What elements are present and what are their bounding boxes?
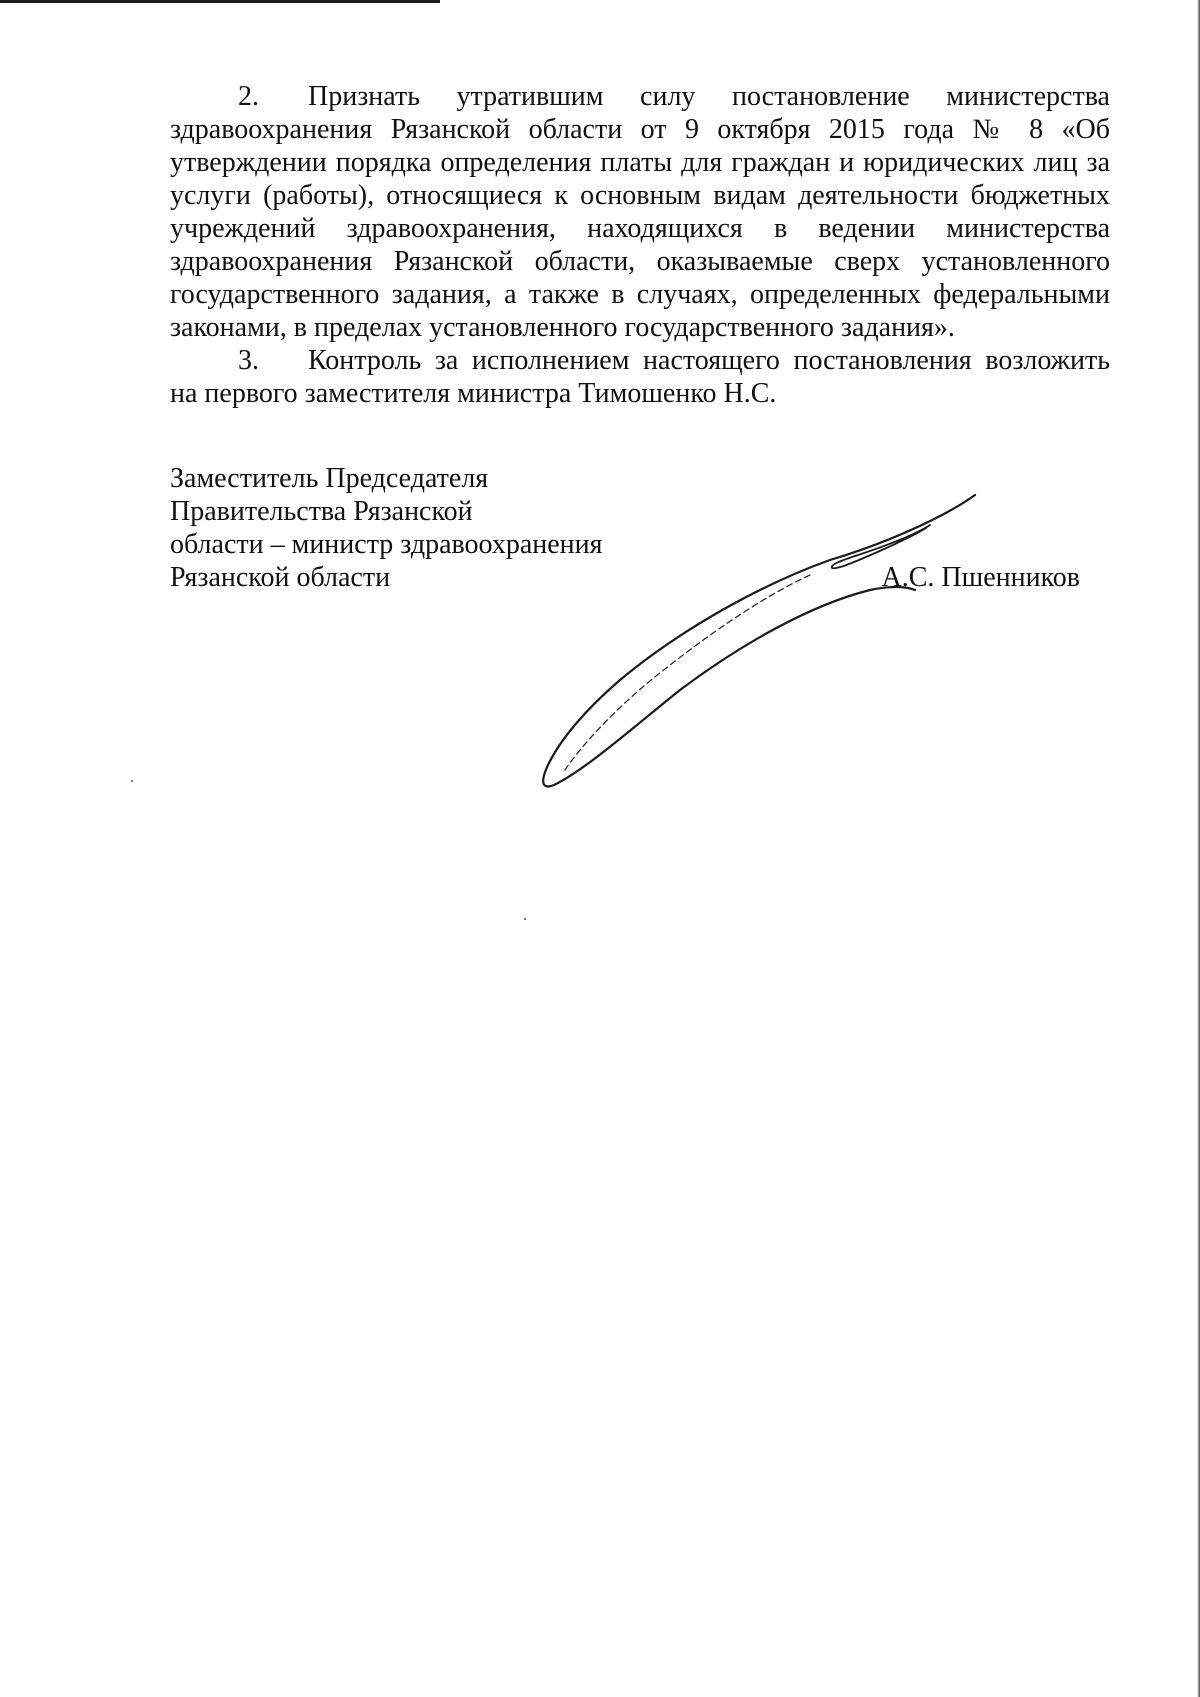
paragraph-2-number: 2. — [238, 81, 259, 112]
scan-speck — [524, 918, 526, 920]
paragraph-3-text: Контроль за исполнением настоящего постановления возложить на первого заместителя министра Тимошенко Н.С. — [170, 345, 1110, 409]
signatory-name: А.С. Пшенников — [881, 562, 1080, 593]
scan-top-edge-line — [0, 0, 440, 3]
paragraph-2-text: Признать утратившим силу постановление министерства здравоохранения Рязанской области от 9 октября 2015 года № 8 «Об утверждении порядка определения платы для граждан и юридических лиц за услуги (работы), относящиеся к основным видам деятельности бюджетных учреждений здравоохранения, находящихся в ведении министерства здравоохранения Рязанской области, оказываемые сверх установленного государственного задания, а также в случаях, определенных федеральными законами, в пределах установленного государственного задания». — [170, 81, 1110, 343]
document-body — [170, 80, 1110, 410]
paragraph-3-number: 3. — [238, 345, 259, 376]
signatory-title-line-1: Заместитель Председателя — [170, 463, 489, 494]
signatory-title-line-3: области – министр здравоохранения — [170, 529, 603, 560]
paragraph-2 — [170, 80, 1110, 344]
handwritten-signature — [510, 490, 990, 800]
scan-speck — [131, 780, 133, 782]
signatory-title-line-2: Правительства Рязанской — [170, 496, 473, 527]
signatory-title-line-4: Рязанской области — [170, 562, 391, 593]
paragraph-3 — [170, 344, 1110, 410]
